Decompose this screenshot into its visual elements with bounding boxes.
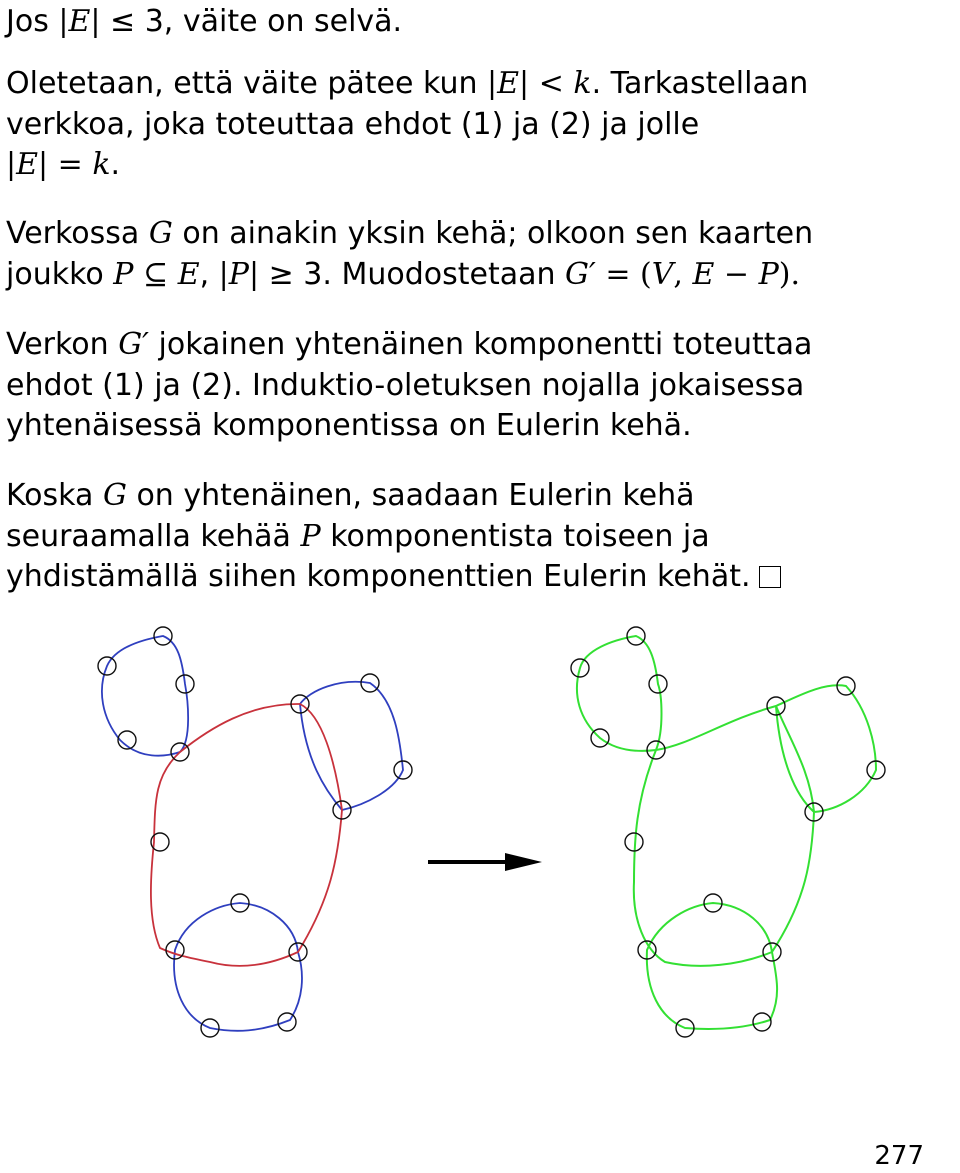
line xyxy=(6,64,808,105)
paragraph-induction-hypothesis xyxy=(6,64,808,186)
text: Jos xyxy=(6,4,59,39)
text: ≤ 3, väite on selvä. xyxy=(100,4,403,39)
line xyxy=(6,366,812,407)
text: jokainen yhtenäinen komponentti toteuttaa xyxy=(148,327,813,362)
math-k: k xyxy=(92,147,111,182)
line xyxy=(6,255,813,296)
abs-bar: | xyxy=(218,256,229,292)
math-E: E xyxy=(497,66,520,101)
text: Verkon xyxy=(6,327,119,362)
abs-bar: | xyxy=(58,4,69,39)
text: joukko xyxy=(6,256,114,292)
text: . xyxy=(110,147,121,182)
abs-bar: | xyxy=(38,147,49,182)
text: , xyxy=(199,256,219,292)
direction-arrow xyxy=(428,853,542,871)
line xyxy=(6,557,781,598)
line xyxy=(6,325,812,366)
paragraph-cycle-p xyxy=(6,214,813,295)
math-E: E xyxy=(692,256,715,292)
green-euler-circuit xyxy=(577,636,876,1029)
graph-g-left xyxy=(98,627,412,1037)
graph-euler-circuit-right xyxy=(571,627,885,1037)
text: on yhtenäinen, saadaan Eulerin kehä xyxy=(126,478,695,513)
math-k: k xyxy=(573,66,592,101)
math-equals: = xyxy=(48,147,93,182)
math-subseteq: ⊆ xyxy=(133,256,178,292)
text: on ainakin yksin kehä; olkoon sen kaarten xyxy=(172,216,814,251)
text: yhdistämällä siihen komponenttien Eulerin kehät. xyxy=(6,559,751,594)
text: yhtenäisessä komponentissa on Eulerin kehä. xyxy=(6,408,692,443)
math-V: V xyxy=(651,256,674,292)
line xyxy=(6,145,808,186)
paragraph-components xyxy=(6,325,812,447)
text: Verkossa xyxy=(6,216,149,251)
abs-bar: | xyxy=(248,256,260,292)
line xyxy=(6,105,808,146)
math-G-prime: G′ xyxy=(565,256,596,292)
vertices-left xyxy=(98,627,412,1037)
text: ≥ 3. Muodostetaan xyxy=(259,256,566,292)
math-less-than: < xyxy=(529,66,574,101)
math-paren: ). xyxy=(778,256,801,292)
blue-cycle-bottom xyxy=(174,903,302,1031)
math-E: E xyxy=(16,147,39,182)
text: . Tarkastellaan xyxy=(591,66,809,101)
paragraph-base-case xyxy=(6,2,402,43)
line xyxy=(6,476,781,517)
math-P: P xyxy=(758,256,779,292)
text: Oletetaan, että väite pätee kun xyxy=(6,66,488,101)
math-minus: − xyxy=(714,256,759,292)
line xyxy=(6,406,812,447)
paragraph-conclusion xyxy=(6,476,781,598)
euler-circuit-figure xyxy=(0,610,960,1050)
text: Koska xyxy=(6,478,103,513)
vertices-right xyxy=(571,627,885,1037)
math-equals: = ( xyxy=(595,256,652,292)
math-P: P xyxy=(113,256,134,292)
line xyxy=(6,517,781,558)
line xyxy=(6,214,813,255)
page-number: 277 xyxy=(874,1141,924,1171)
math-P: P xyxy=(228,256,249,292)
math-E: E xyxy=(177,256,200,292)
text: seuraamalla kehää xyxy=(6,518,301,554)
math-G-prime: G′ xyxy=(118,327,149,362)
math-P: P xyxy=(300,518,321,554)
abs-bar: | xyxy=(519,66,530,101)
blue-cycle-top-left xyxy=(102,636,188,756)
text: komponentista toiseen ja xyxy=(320,518,710,554)
text: ehdot (1) ja (2). Induktio-oletuksen nojalla jokaisessa xyxy=(6,367,805,403)
math-comma: , xyxy=(673,256,693,292)
abs-bar: | xyxy=(6,147,17,182)
text: verkkoa, joka toteuttaa ehdot (1) ja (2) ja jolle xyxy=(6,106,700,142)
abs-bar: | xyxy=(487,66,498,101)
math-G: G xyxy=(148,216,173,251)
math-E: E xyxy=(68,4,91,39)
blue-cycle-top-right xyxy=(300,682,403,810)
math-G: G xyxy=(102,478,127,513)
qed-box-icon xyxy=(759,566,781,588)
abs-bar: | xyxy=(90,4,101,39)
